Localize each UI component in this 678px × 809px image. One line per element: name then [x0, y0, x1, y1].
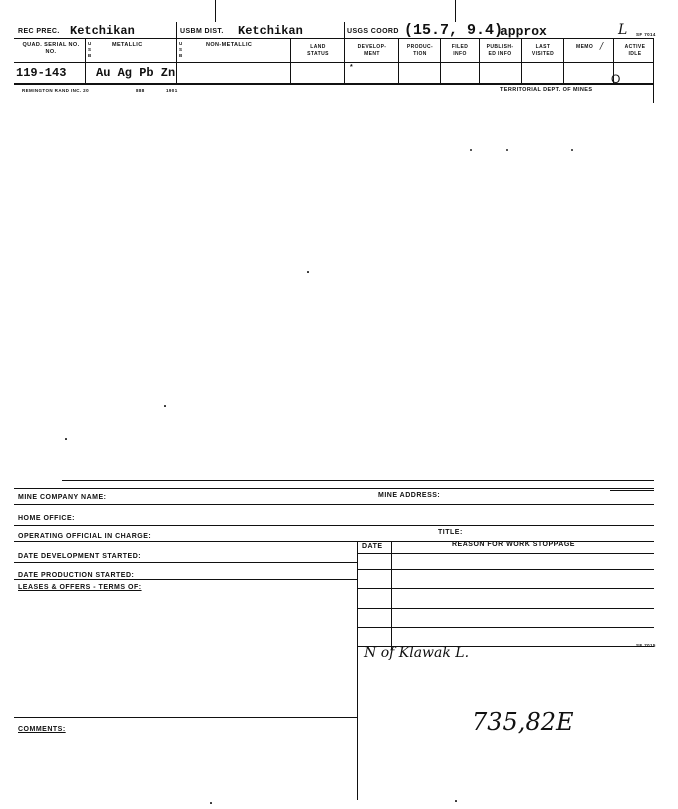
top-stub-line [215, 0, 216, 22]
speck [65, 438, 67, 440]
mine-company-name-label: MINE COMPANY NAME: [18, 494, 107, 501]
footer-left: REMINGTON RAND INC. 20 [22, 88, 89, 93]
speck [307, 271, 309, 273]
form-code-top: SF 7014 [636, 32, 656, 37]
handwritten-number: 735,82E [472, 708, 574, 736]
col-divider [290, 38, 291, 83]
rule [14, 579, 357, 580]
comments-label: COMMENTS: [18, 726, 66, 733]
top-stub-line [455, 0, 456, 22]
speck [571, 149, 573, 151]
col-development: DEVELOP- MENT [357, 44, 387, 57]
col-quad-serial: QUAD. SERIAL NO. NO. [22, 42, 80, 55]
memo-checkmark: / [600, 42, 604, 52]
col-active-idle: ACTIVE IDLE [624, 44, 646, 57]
col-divider [176, 38, 177, 83]
comments-divider [357, 650, 358, 800]
rec-prec-value: Ketchikan [70, 24, 135, 38]
col-divider [653, 38, 654, 103]
speck [470, 149, 472, 151]
title-underline [14, 38, 654, 39]
form-code-bottom: SF 7015 [636, 643, 656, 648]
reason-column-header: REASON FOR WORK STOPPAGE [452, 541, 575, 548]
corner-mark: L [618, 22, 628, 38]
rule [14, 562, 357, 563]
stoppage-row-rule [357, 627, 654, 628]
col-divider [479, 38, 480, 83]
col-usb-nonmetallic: U S B [179, 41, 183, 58]
footer-right: TERRITORIAL DEPT. OF MINES [500, 87, 593, 93]
home-office-label: HOME OFFICE: [18, 515, 75, 522]
rule [14, 504, 654, 505]
usbm-dist-label: USBM DIST. [180, 28, 224, 35]
usgs-coord-note: approx [500, 24, 547, 39]
stoppage-row-rule [357, 588, 654, 589]
speck [506, 149, 508, 151]
comments-rule [14, 717, 357, 718]
col-non-metallic: NON-METALLIC [206, 42, 253, 48]
stoppage-table-left [357, 541, 358, 650]
col-divider [85, 38, 86, 83]
card-top-rule [14, 488, 654, 489]
stoppage-row-rule [357, 608, 654, 609]
col-divider [176, 22, 177, 38]
speck [210, 802, 212, 804]
date-column-header: DATE [362, 543, 383, 550]
row-rule [14, 83, 654, 85]
row-metallic: Au Ag Pb Zn [96, 66, 176, 80]
usgs-coord-label: USGS COORD [347, 28, 399, 35]
col-memo: MEMO [576, 44, 594, 50]
col-metallic: METALLIC [112, 42, 143, 48]
stoppage-row-rule [357, 553, 654, 554]
header-rule [14, 62, 654, 63]
card-corner-rule [610, 490, 654, 491]
col-divider [563, 38, 564, 83]
date-production-label: DATE PRODUCTION STARTED: [18, 572, 135, 579]
row-active-idle-mark: O [611, 72, 621, 86]
date-development-label: DATE DEVELOPMENT STARTED: [18, 553, 142, 560]
title-label: TITLE: [438, 529, 463, 536]
usbm-dist-value: Ketchikan [238, 24, 303, 38]
usgs-coord-value: (15.7, 9.4) [404, 22, 504, 39]
col-divider [344, 22, 345, 38]
rule [14, 525, 654, 526]
stoppage-row-rule [357, 569, 654, 570]
handwritten-location-note: N of Klawak L. [364, 645, 470, 661]
col-divider [344, 38, 345, 83]
col-published-info: PUBLISH- ED INFO [486, 44, 514, 57]
leases-offers-label: LEASES & OFFERS - TERMS OF: [18, 584, 142, 591]
rec-prec-label: REC PREC. [18, 28, 60, 35]
col-divider [521, 38, 522, 83]
mine-address-label: MINE ADDRESS: [378, 492, 441, 499]
operating-official-label: OPERATING OFFICIAL IN CHARGE: [18, 533, 152, 540]
speck [455, 800, 457, 802]
col-production: PRODUC- TION [406, 44, 434, 57]
col-land-status: LAND STATUS [307, 44, 329, 57]
col-filed-info: FILED INFO [451, 44, 469, 57]
row-development-mark: * [350, 64, 354, 71]
card-top-rule [62, 480, 654, 481]
col-last-visited: LAST VISITED [531, 44, 555, 57]
stoppage-table-divider [391, 541, 392, 650]
col-divider [440, 38, 441, 83]
col-divider [398, 38, 399, 83]
row-quad-serial: 119-143 [16, 66, 67, 80]
col-usb-metallic: U S B [88, 41, 92, 58]
footer-code: 1901 [166, 88, 178, 93]
speck [164, 405, 166, 407]
footer-code: 888 [136, 88, 145, 93]
